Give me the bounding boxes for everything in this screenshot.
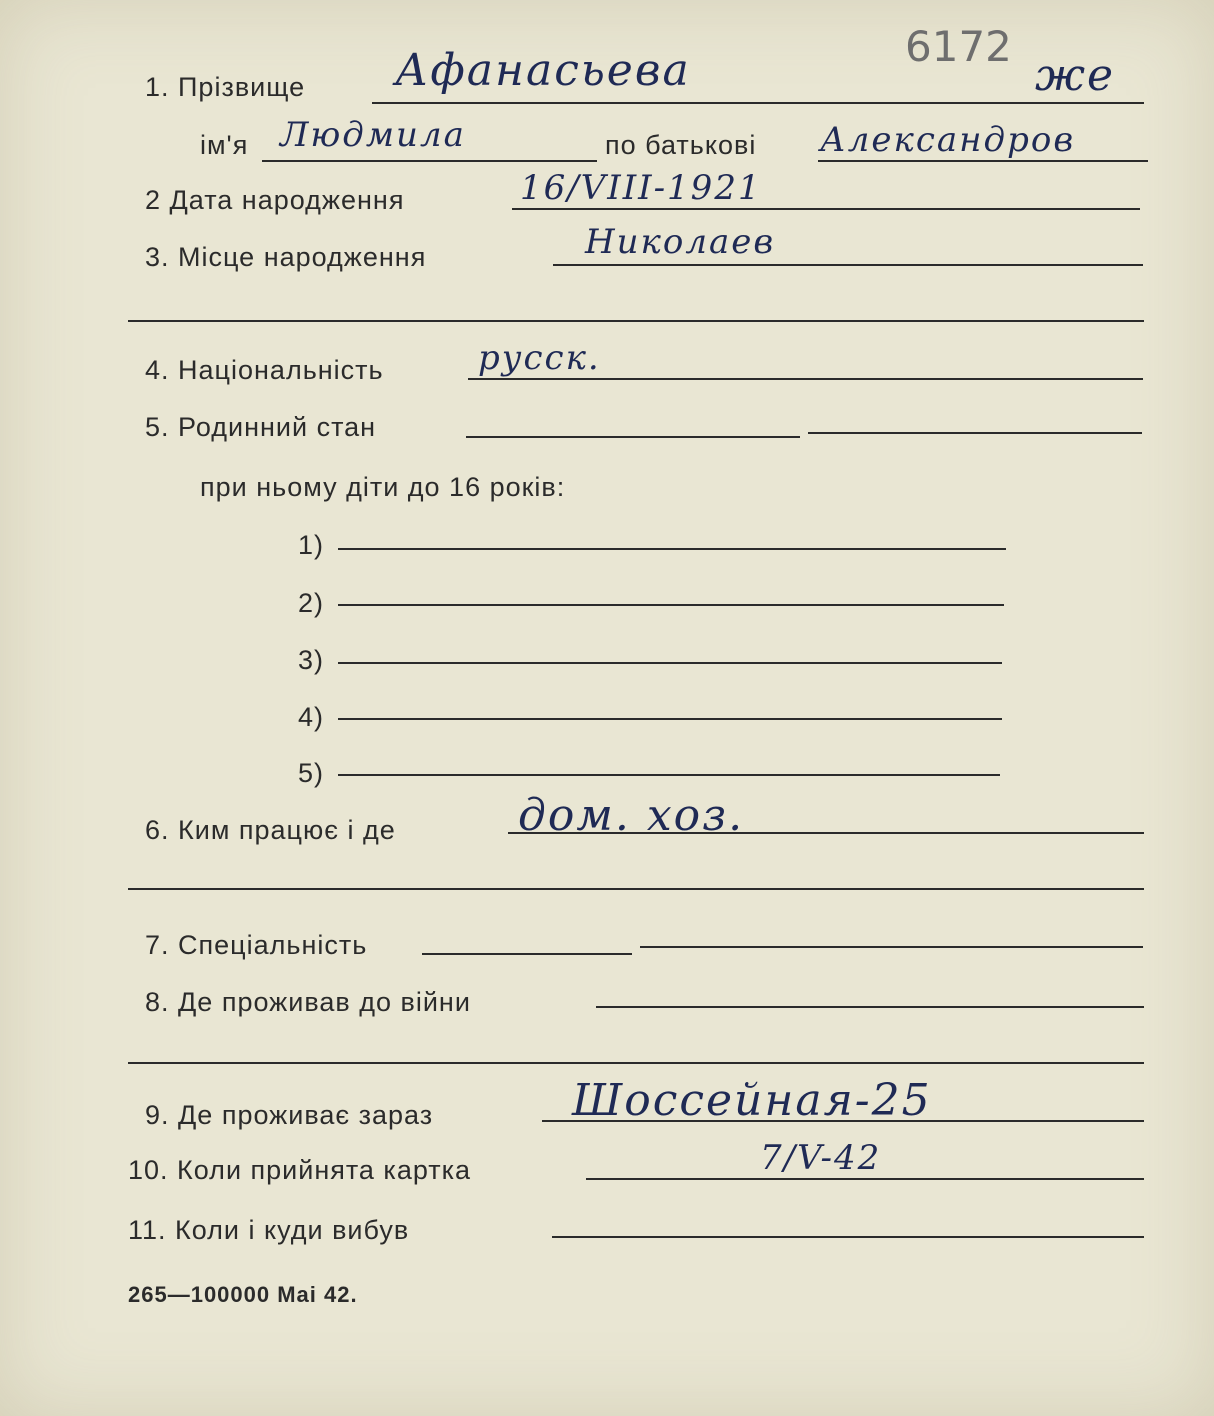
entry-occupation: дом. хоз. [518,790,745,841]
line-occupation-extra [128,888,1144,890]
label-surname: 1. Прізвище [145,72,306,102]
line-child-2 [338,604,1004,606]
line-nationality [468,378,1143,380]
line-prewar-residence [596,1006,1144,1008]
label-marital-status: 5. Родинний стан [145,412,377,442]
label-first-name: ім'я [200,130,249,160]
line-child-4 [338,718,1002,720]
line-birth-place-extra [128,320,1144,322]
card-number: 6172 [905,22,1012,71]
label-current-address: 9. Де проживає зараз [145,1100,434,1130]
label-nationality: 4. Національність [145,355,384,385]
entry-card-date: 7/V-42 [760,1138,882,1178]
label-child-1: 1) [298,530,325,560]
label-occupation: 6. Ким працює і де [145,815,396,845]
line-birth-place [553,264,1143,266]
label-child-4: 4) [298,702,325,732]
line-patronymic [818,160,1148,162]
line-first-name [262,160,597,162]
entry-surname: Афанасьева [395,45,691,96]
line-surname [372,102,1144,104]
label-prewar-residence: 8. Де проживав до війни [145,987,471,1017]
label-child-5: 5) [298,758,325,788]
label-birth-place: 3. Місце народження [145,242,427,272]
line-marital-status-b [808,432,1142,434]
line-birth-date [512,208,1140,210]
label-patronymic: по батькові [605,130,757,160]
line-marital-status-a [466,436,800,438]
line-specialty-b [640,946,1143,948]
label-specialty: 7. Спеціальність [145,930,368,960]
line-child-5 [338,774,1000,776]
entry-birth-date: 16/VIII-1921 [520,168,762,208]
label-child-3: 3) [298,645,325,675]
line-specialty-a [422,953,632,955]
entry-current-address: Шоссейная-25 [572,1075,932,1126]
entry-birth-place: Николаев [585,222,776,262]
entry-patronymic: Александров [820,120,1076,160]
line-child-3 [338,662,1002,664]
line-child-1 [338,548,1006,550]
line-departed [552,1236,1144,1238]
entry-first-name: Людмила [280,115,466,155]
label-departed: 11. Коли і куди вибув [128,1215,410,1245]
label-card-date: 10. Коли прийнята картка [128,1155,472,1185]
print-footer: 265—100000 Mai 42. [128,1282,358,1307]
label-children: при ньому діти до 16 років: [200,472,566,502]
line-card-date [586,1178,1144,1180]
label-birth-date: 2 Дата народження [145,185,405,215]
entry-nationality: русск. [478,338,601,378]
line-prewar-residence-extra [128,1062,1144,1064]
label-child-2: 2) [298,588,325,618]
entry-surname-suffix: же [1035,50,1116,101]
